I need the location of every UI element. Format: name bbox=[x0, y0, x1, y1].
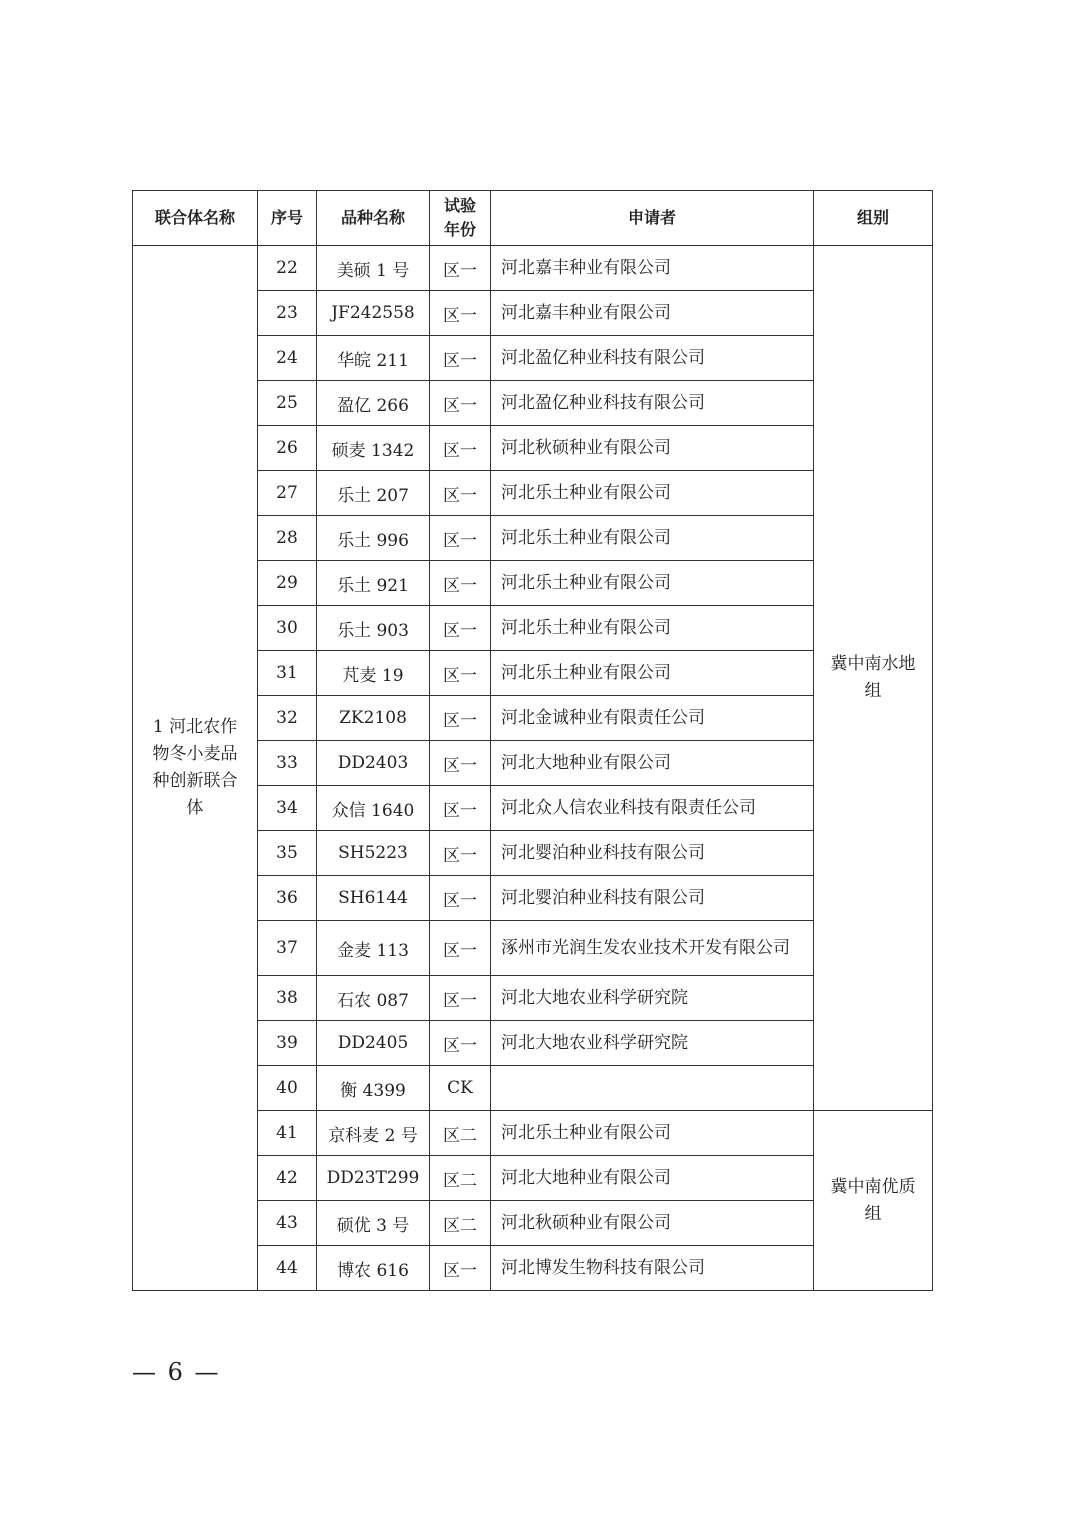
trial-year-cell: 区一 bbox=[430, 831, 491, 876]
trial-year-cell: 区一 bbox=[430, 786, 491, 831]
table-header-row bbox=[133, 191, 933, 246]
variety-cell: SH5223 bbox=[317, 831, 430, 876]
header-applicant: 申请者 bbox=[491, 191, 814, 246]
variety-cell: 硕麦 1342 bbox=[317, 426, 430, 471]
seq-cell: 39 bbox=[258, 1021, 317, 1066]
trial-year-cell: 区一 bbox=[430, 561, 491, 606]
applicant-cell: 河北嘉丰种业有限公司 bbox=[491, 291, 814, 336]
trial-year-cell: 区一 bbox=[430, 976, 491, 1021]
header-seq: 序号 bbox=[258, 191, 317, 246]
trial-year-cell: 区二 bbox=[430, 1201, 491, 1246]
trial-year-cell: 区一 bbox=[430, 516, 491, 561]
variety-cell: DD2405 bbox=[317, 1021, 430, 1066]
header-trial-year bbox=[430, 191, 491, 246]
variety-cell: 乐土 996 bbox=[317, 516, 430, 561]
seq-cell: 22 bbox=[258, 246, 317, 291]
group-water-label: 冀中南水地组 bbox=[830, 654, 916, 701]
trial-year-cell: 区一 bbox=[430, 876, 491, 921]
applicant-cell: 河北众人信农业科技有限责任公司 bbox=[491, 786, 814, 831]
variety-cell: 乐土 921 bbox=[317, 561, 430, 606]
applicant-cell bbox=[491, 1066, 814, 1111]
alliance-name: 1 河北农作物冬小麦品种创新联合体 bbox=[152, 717, 238, 818]
seq-cell: 42 bbox=[258, 1156, 317, 1201]
seq-cell: 34 bbox=[258, 786, 317, 831]
variety-cell: 芃麦 19 bbox=[317, 651, 430, 696]
table-row bbox=[133, 246, 933, 291]
applicant-cell: 河北金诚种业有限责任公司 bbox=[491, 696, 814, 741]
header-variety: 品种名称 bbox=[317, 191, 430, 246]
seq-cell: 41 bbox=[258, 1111, 317, 1156]
variety-cell: 博农 616 bbox=[317, 1246, 430, 1291]
table-body bbox=[133, 246, 933, 1291]
trial-year-cell: 区一 bbox=[430, 471, 491, 516]
variety-cell: JF242558 bbox=[317, 291, 430, 336]
applicant-cell: 河北乐土种业有限公司 bbox=[491, 651, 814, 696]
trial-year-cell: 区一 bbox=[430, 426, 491, 471]
variety-cell: 石农 087 bbox=[317, 976, 430, 1021]
seq-cell: 25 bbox=[258, 381, 317, 426]
applicant-cell: 河北婴泊种业科技有限公司 bbox=[491, 831, 814, 876]
variety-cell: 乐土 207 bbox=[317, 471, 430, 516]
header-trial-year-text: 试验年份 bbox=[443, 196, 476, 239]
variety-cell: 衡 4399 bbox=[317, 1066, 430, 1111]
seq-cell: 43 bbox=[258, 1201, 317, 1246]
applicant-cell: 河北大地农业科学研究院 bbox=[491, 976, 814, 1021]
seq-cell: 37 bbox=[258, 921, 317, 976]
applicant-cell: 河北大地种业有限公司 bbox=[491, 741, 814, 786]
trial-year-cell: 区一 bbox=[430, 246, 491, 291]
applicant-cell: 河北博发生物科技有限公司 bbox=[491, 1246, 814, 1291]
header-group: 组别 bbox=[814, 191, 933, 246]
trial-year-cell: 区二 bbox=[430, 1156, 491, 1201]
seq-cell: 30 bbox=[258, 606, 317, 651]
applicant-cell: 河北大地种业有限公司 bbox=[491, 1156, 814, 1201]
variety-cell: 华皖 211 bbox=[317, 336, 430, 381]
seq-cell: 33 bbox=[258, 741, 317, 786]
alliance-name-cell bbox=[133, 246, 258, 1291]
applicant-cell: 河北盈亿种业科技有限公司 bbox=[491, 381, 814, 426]
applicant-cell: 河北婴泊种业科技有限公司 bbox=[491, 876, 814, 921]
variety-cell: 美硕 1 号 bbox=[317, 246, 430, 291]
applicant-cell: 河北乐土种业有限公司 bbox=[491, 516, 814, 561]
trial-year-cell: 区一 bbox=[430, 696, 491, 741]
variety-cell: SH6144 bbox=[317, 876, 430, 921]
seq-cell: 27 bbox=[258, 471, 317, 516]
applicant-cell: 河北乐土种业有限公司 bbox=[491, 561, 814, 606]
trial-year-cell: 区一 bbox=[430, 291, 491, 336]
variety-cell: 众信 1640 bbox=[317, 786, 430, 831]
variety-cell: 盈亿 266 bbox=[317, 381, 430, 426]
variety-cell: ZK2108 bbox=[317, 696, 430, 741]
seq-cell: 31 bbox=[258, 651, 317, 696]
seq-cell: 29 bbox=[258, 561, 317, 606]
trial-year-cell: 区一 bbox=[430, 1246, 491, 1291]
variety-cell: DD2403 bbox=[317, 741, 430, 786]
applicant-cell: 涿州市光润生发农业技术开发有限公司 bbox=[491, 921, 814, 976]
seq-cell: 38 bbox=[258, 976, 317, 1021]
trial-year-cell: 区一 bbox=[430, 336, 491, 381]
trial-year-cell: CK bbox=[430, 1066, 491, 1111]
variety-cell: 金麦 113 bbox=[317, 921, 430, 976]
trial-year-cell: 区二 bbox=[430, 1111, 491, 1156]
trial-year-cell: 区一 bbox=[430, 741, 491, 786]
seq-cell: 23 bbox=[258, 291, 317, 336]
seq-cell: 32 bbox=[258, 696, 317, 741]
seq-cell: 35 bbox=[258, 831, 317, 876]
group-quality-cell bbox=[814, 1111, 933, 1291]
trial-year-cell: 区一 bbox=[430, 1021, 491, 1066]
trial-year-cell: 区一 bbox=[430, 606, 491, 651]
applicant-cell: 河北盈亿种业科技有限公司 bbox=[491, 336, 814, 381]
variety-cell: 京科麦 2 号 bbox=[317, 1111, 430, 1156]
variety-cell: DD23T299 bbox=[317, 1156, 430, 1201]
seq-cell: 36 bbox=[258, 876, 317, 921]
applicant-cell: 河北嘉丰种业有限公司 bbox=[491, 246, 814, 291]
trial-year-cell: 区一 bbox=[430, 381, 491, 426]
applicant-cell: 河北秋硕种业有限公司 bbox=[491, 1201, 814, 1246]
applicant-cell: 河北秋硕种业有限公司 bbox=[491, 426, 814, 471]
seq-cell: 24 bbox=[258, 336, 317, 381]
header-alliance: 联合体名称 bbox=[133, 191, 258, 246]
applicant-cell: 河北乐土种业有限公司 bbox=[491, 1111, 814, 1156]
page-number: — 6 — bbox=[132, 1358, 221, 1386]
seq-cell: 26 bbox=[258, 426, 317, 471]
seq-cell: 40 bbox=[258, 1066, 317, 1111]
group-water-cell bbox=[814, 246, 933, 1111]
trial-year-cell: 区一 bbox=[430, 651, 491, 696]
group-quality-label: 冀中南优质组 bbox=[830, 1176, 916, 1224]
applicant-cell: 河北乐土种业有限公司 bbox=[491, 606, 814, 651]
variety-cell: 硕优 3 号 bbox=[317, 1201, 430, 1246]
seq-cell: 28 bbox=[258, 516, 317, 561]
variety-cell: 乐土 903 bbox=[317, 606, 430, 651]
trial-year-cell: 区一 bbox=[430, 921, 491, 976]
seq-cell: 44 bbox=[258, 1246, 317, 1291]
applicant-cell: 河北大地农业科学研究院 bbox=[491, 1021, 814, 1066]
applicant-cell: 河北乐土种业有限公司 bbox=[491, 471, 814, 516]
variety-table bbox=[132, 190, 933, 1291]
